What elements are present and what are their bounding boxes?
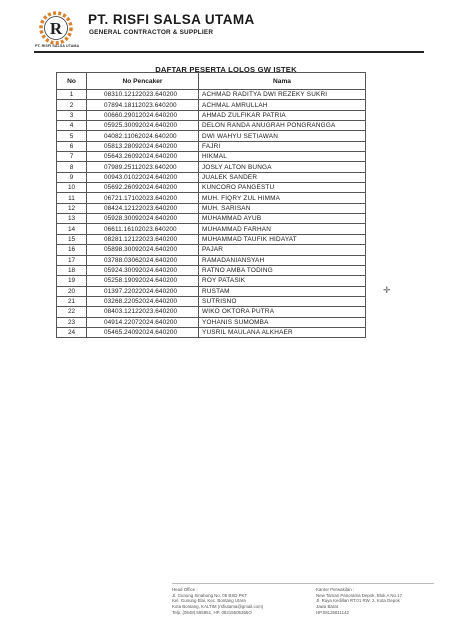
table-row: [57, 193, 366, 203]
no-pencaker-cell: 05465.24092024.640200: [87, 327, 199, 337]
no-pencaker-cell: 05898.30092024.640200: [87, 245, 199, 255]
row-number: 1: [57, 90, 87, 100]
row-number: 5: [57, 131, 87, 141]
no-pencaker-cell: 05643.26092024.640200: [87, 152, 199, 162]
no-pencaker-cell: 05924.30092024.640200: [87, 265, 199, 275]
footer-divider: [172, 583, 434, 584]
table-header-row: [57, 73, 366, 90]
no-pencaker-cell: 07989.25112023.640200: [87, 162, 199, 172]
row-number: 16: [57, 245, 87, 255]
footer-line: Kantor Perwakilan :: [316, 587, 355, 592]
row-number: 24: [57, 327, 87, 337]
no-pencaker-cell: 05928.30092024.640200: [87, 214, 199, 224]
no-pencaker-cell: 03788.03062024.640200: [87, 255, 199, 265]
footer-line: Telp. (0548) 555951, HP. 08215505365O: [172, 609, 252, 615]
footer-line: New Taman Panorama Depok, Blok A No.17: [316, 592, 403, 598]
no-pencaker-cell: 04914.22072024.640200: [87, 317, 199, 327]
table-row: [57, 276, 366, 286]
nama-cell: PAJAR: [199, 245, 366, 255]
no-pencaker-cell: 00660.29012024.640200: [87, 110, 199, 120]
nama-cell: HIKMAL: [199, 152, 366, 162]
logo-letter: R: [49, 19, 63, 38]
nama-cell: ACHMAD RADITYA DWI REZEKY SUKRI: [199, 90, 366, 100]
row-number: 12: [57, 203, 87, 213]
table-row: [57, 214, 366, 224]
nama-cell: ROY PATASIK: [199, 276, 366, 286]
nama-cell: DWI WAHYU SETIAWAN: [199, 131, 366, 141]
row-number: 21: [57, 296, 87, 306]
no-pencaker-cell: 06611.16102023.640200: [87, 224, 199, 234]
footer-head-office: [172, 587, 263, 616]
row-number: 10: [57, 183, 87, 193]
document-title: DAFTAR PESERTA LOLOS GW ISTEK: [155, 65, 297, 74]
table-row: [57, 141, 366, 151]
row-number: 17: [57, 255, 87, 265]
column-header-no-pencaker: No Pencaker: [87, 73, 199, 90]
no-pencaker-cell: 06721.17102023.640200: [87, 193, 199, 203]
table-row: [57, 224, 366, 234]
row-number: 19: [57, 276, 87, 286]
no-pencaker-cell: 08403.12122023.640200: [87, 307, 199, 317]
nama-cell: MUHAMMAD AYUB: [199, 214, 366, 224]
no-pencaker-cell: 05925.30092024.640200: [87, 121, 199, 131]
table-row: [57, 286, 366, 296]
row-number: 9: [57, 172, 87, 182]
no-pencaker-cell: 05692.26092024.640200: [87, 183, 199, 193]
column-header-nama: Nama: [199, 73, 366, 90]
nama-cell: FAJRI: [199, 141, 366, 151]
table-row: [57, 110, 366, 120]
nama-cell: SUTRISNO: [199, 296, 366, 306]
no-pencaker-cell: 01397.22022024.640200: [87, 286, 199, 296]
footer-line: HP.08125811142: [316, 609, 349, 615]
no-pencaker-cell: 08281.12122023.640200: [87, 234, 199, 244]
nama-cell: KUNCORO PANGESTU: [199, 183, 366, 193]
company-name: PT. RISFI SALSA UTAMA: [88, 12, 255, 27]
row-number: 8: [57, 162, 87, 172]
no-pencaker-cell: 03268.22052024.640200: [87, 296, 199, 306]
row-number: 13: [57, 214, 87, 224]
table-row: [57, 100, 366, 110]
table-row: [57, 234, 366, 244]
table-row: [57, 203, 366, 213]
no-pencaker-cell: 00943.01022024.640200: [87, 172, 199, 182]
row-number: 18: [57, 265, 87, 275]
table-row: [57, 307, 366, 317]
row-number: 6: [57, 141, 87, 151]
header-divider: [34, 51, 424, 53]
footer-line: Kota Bontang, KALTIM (rsfiutama@gmail.com): [172, 604, 264, 610]
nama-cell: RUSTAM: [199, 286, 366, 296]
table-row: [57, 245, 366, 255]
footer-line: Jawa Barat: [316, 604, 338, 610]
nama-cell: WIKO OKTORA PUTRA: [199, 307, 366, 317]
no-pencaker-cell: 05813.28092024.640200: [87, 141, 199, 151]
nama-cell: MUHAMMAD TAUFIK HIDAYAT: [199, 234, 366, 244]
table-row: [57, 131, 366, 141]
company-tagline: GENERAL CONTRACTOR & SUPPLIER: [89, 29, 214, 36]
nama-cell: YUSRIL MAULANA ALKHAER: [199, 327, 366, 337]
nama-cell: RAMADANIANSYAH: [199, 255, 366, 265]
no-pencaker-cell: 07894.18112023.640200: [87, 100, 199, 110]
no-pencaker-cell: 08424.12122023.640200: [87, 203, 199, 213]
no-pencaker-cell: 08310.12122023.640200: [87, 90, 199, 100]
nama-cell: DELON RANDA ANUGRAH PONGRANGGA: [199, 121, 366, 131]
row-number: 4: [57, 121, 87, 131]
footer-line: Jl. Gunung Sinabung No. 05 BSD PKT: [172, 592, 248, 598]
row-number: 7: [57, 152, 87, 162]
footer-line: Jl. Raya Kedillan RT.01 RW. 2, Kota Depok: [316, 598, 400, 604]
mouse-cursor-icon: ✛: [383, 286, 391, 296]
table-row: [57, 162, 366, 172]
table-row: [57, 317, 366, 327]
logo-caption: PT. RISFI SALSA UTAMA: [35, 44, 80, 48]
table-row: [57, 183, 366, 193]
table-row: [57, 255, 366, 265]
nama-cell: MUH. FIQRY ZUL HIMMA: [199, 193, 366, 203]
nama-cell: JUALEK SANDER: [199, 172, 366, 182]
no-pencaker-cell: 04082.11062024.640200: [87, 131, 199, 141]
table-row: [57, 296, 366, 306]
table-row: [57, 90, 366, 100]
row-number: 15: [57, 234, 87, 244]
row-number: 14: [57, 224, 87, 234]
table-body: [57, 90, 366, 338]
row-number: 3: [57, 110, 87, 120]
nama-cell: AHMAD ZULFIKAR PATRIA: [199, 110, 366, 120]
nama-cell: JOSLY ALTON BUNGA: [199, 162, 366, 172]
nama-cell: ACHMAL AMRULLAH: [199, 100, 366, 110]
footer-branch-office: [316, 587, 402, 616]
no-pencaker-cell: 05258.19092024.640200: [87, 276, 199, 286]
nama-cell: MUH. SARISAN: [199, 203, 366, 213]
table-row: [57, 172, 366, 182]
footer-line: Kel. Gunung Elai, Kec. Bontang Utara: [172, 598, 246, 604]
row-number: 11: [57, 193, 87, 203]
table-row: [57, 265, 366, 275]
table-row: [57, 152, 366, 162]
nama-cell: YOHANIS SUMOMBA: [199, 317, 366, 327]
row-number: 23: [57, 317, 87, 327]
column-header-no: No: [57, 73, 87, 90]
row-number: 2: [57, 100, 87, 110]
nama-cell: RATNO AMBA TODING: [199, 265, 366, 275]
row-number: 22: [57, 307, 87, 317]
participants-table: [56, 72, 366, 338]
row-number: 20: [57, 286, 87, 296]
nama-cell: MUHAMMAD FARHAN: [199, 224, 366, 234]
table-row: [57, 327, 366, 337]
footer-line: Head Office :: [172, 587, 198, 592]
table-row: [57, 121, 366, 131]
